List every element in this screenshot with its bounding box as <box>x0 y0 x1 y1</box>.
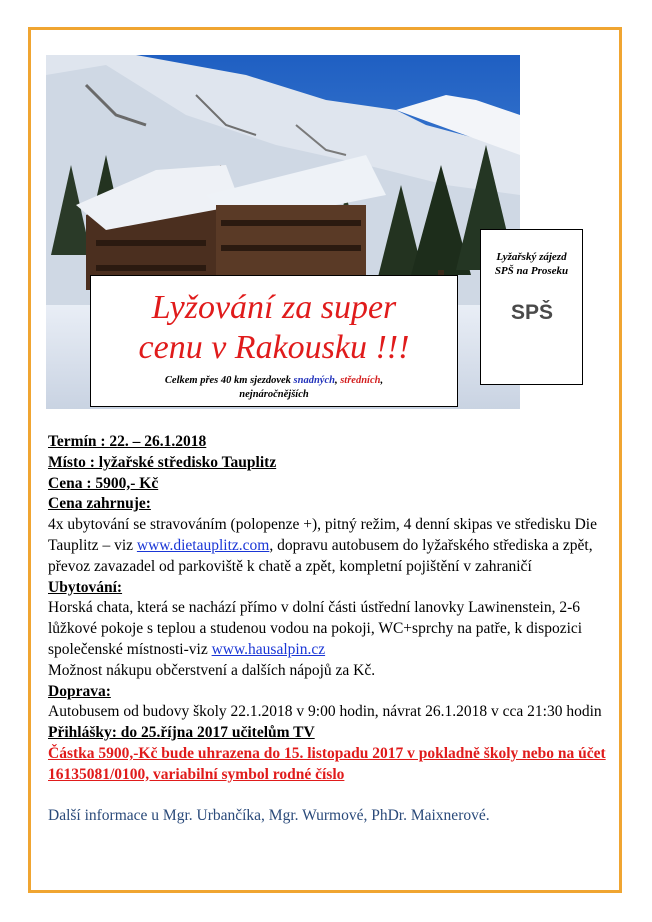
subtitle-prefix: Celkem přes 40 km sjezdovek <box>164 375 294 386</box>
payment-notice: Částka 5900,-Kč bude uhrazena do 15. listopadu 2017 v pokladně školy nebo na účet 16135081/0100, variabilní symbol rodné číslo <box>48 744 606 783</box>
price-includes-text-1: 4x ubytování se stravováním (polopenze +), pitný režim, 4 denní skipas ve středisku Die Tauplitz – viz <box>48 516 597 554</box>
sps-logo <box>481 300 582 329</box>
sps-logo-text: SPŠ <box>510 301 553 324</box>
trip-details <box>48 432 608 826</box>
price: Cena : 5900,- Kč <box>48 474 159 492</box>
subtitle-sep: , <box>334 375 341 386</box>
subtitle-hard: nejnáročnějších <box>239 389 309 400</box>
accommodation-text <box>48 598 608 660</box>
subtitle-easy: snadných <box>293 375 335 386</box>
subtitle-comma: , <box>380 375 384 386</box>
slopes-subtitle <box>91 374 457 402</box>
hausalpin-link[interactable]: www.hausalpin.cz <box>211 640 326 658</box>
dietauplitz-link[interactable]: www.dietauplitz.com <box>136 536 270 554</box>
price-includes-text <box>48 515 608 577</box>
place: Místo : lyžařské středisko Tauplitz <box>48 453 277 471</box>
refreshments-text: Možnost nákupu občerstvení a dalších nápojů za Kč. <box>48 661 376 679</box>
transport-heading: Doprava: <box>48 682 111 700</box>
school-trip-box <box>480 229 583 385</box>
school-trip-text: Lyžařský zájezd SPŠ na Proseku <box>494 251 569 277</box>
registration: Přihlášky: do 25.října 2017 učitelům TV <box>48 724 315 742</box>
title-box <box>90 275 458 407</box>
transport-text: Autobusem od budovy školy 22.1.2018 v 9:00 hodin, návrat 26.1.2018 v cca 21:30 hodin <box>48 703 602 721</box>
term: Termín : 22. – 26.1.2018 <box>48 433 207 450</box>
subtitle-medium: středních <box>340 375 381 386</box>
price-includes-heading: Cena zahrnuje: <box>48 495 151 513</box>
accommodation-text-1: Horská chata, která se nachází přímo v dolní části ústřední lanovky Lawinenstein, 2-6 lůžkové pokoje s teplou a studenou vodou na pokoji, WC+sprchy na patře, k dispozici společenské místnosti-viz <box>48 599 583 658</box>
price-includes-text-2: , dopravu autobusem do lyžařského střediska a zpět, převoz zavazadel od parkoviště k chatě a zpět, kompletní pojištění v zahraničí <box>48 536 593 575</box>
title-line-1: Lyžování za super <box>151 289 397 326</box>
title-line-2: cenu v Rakousku !!! <box>138 329 410 366</box>
accommodation-heading: Ubytování: <box>48 578 123 596</box>
contact-footer: Další informace u Mgr. Urbančíka, Mgr. Wurmové, PhDr. Maixnerové. <box>48 806 490 824</box>
